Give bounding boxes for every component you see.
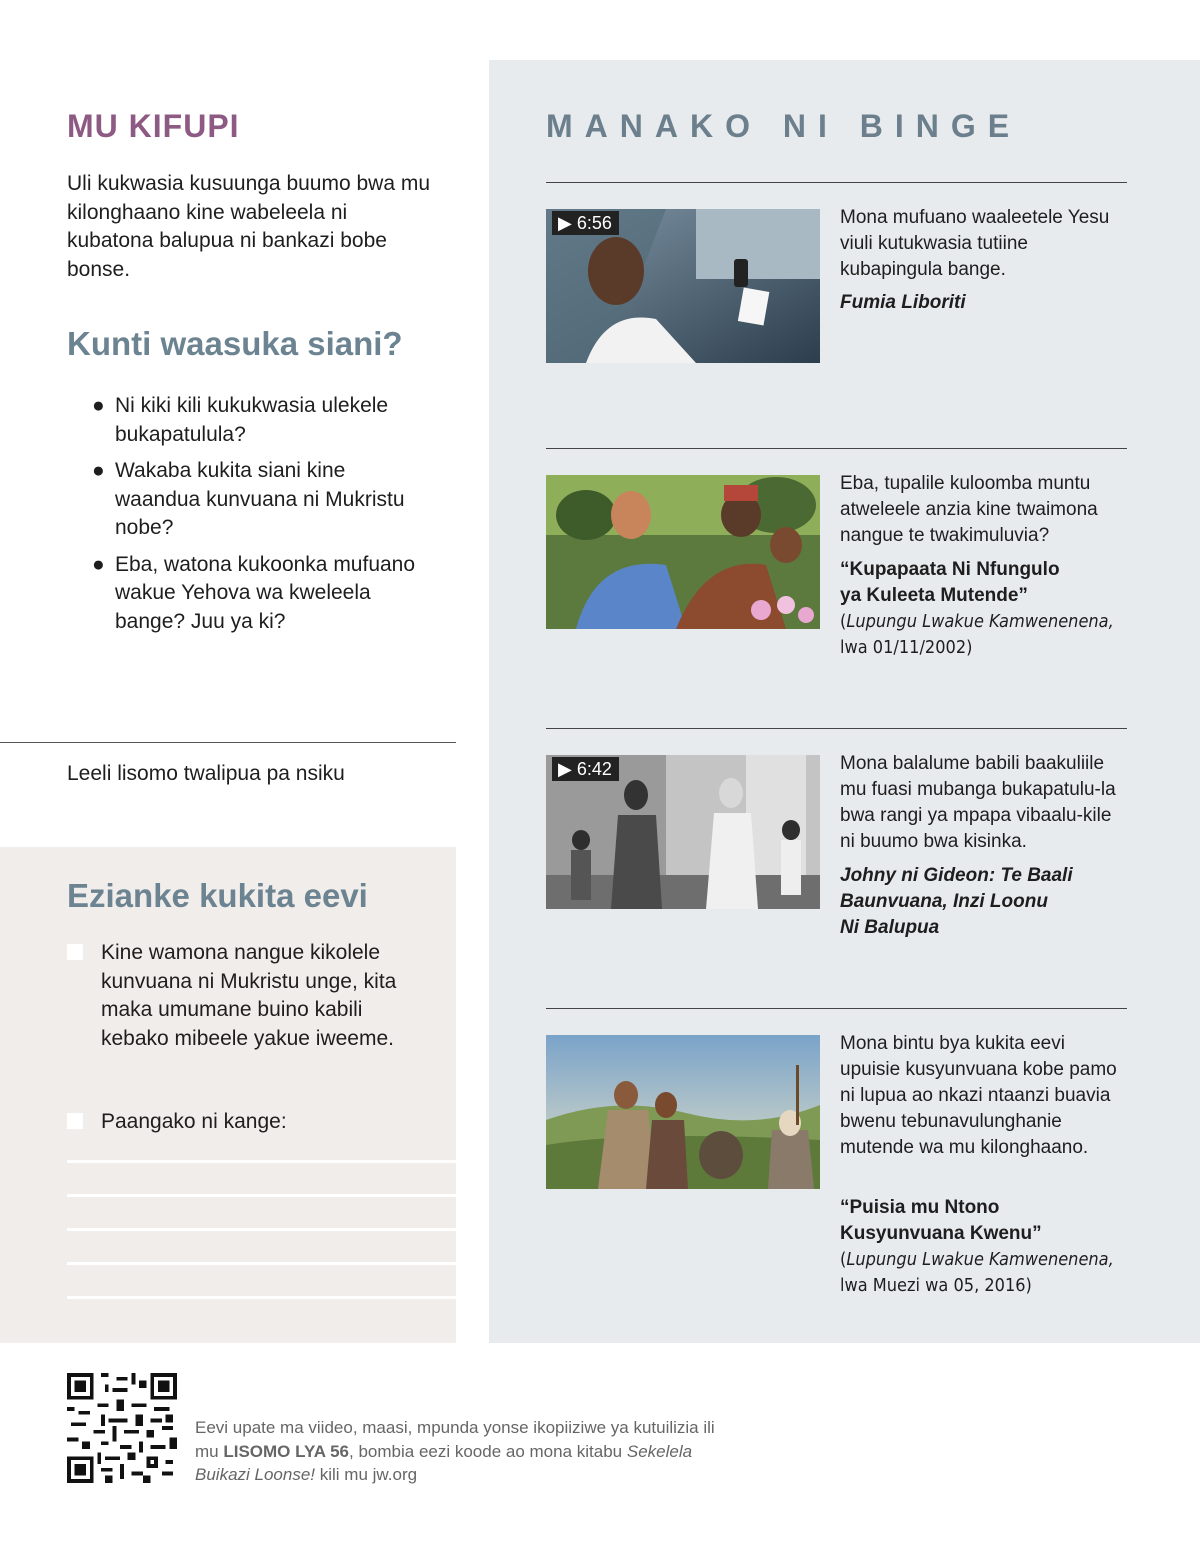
bullet-icon: ● [92,552,105,576]
checkbox[interactable] [67,944,83,960]
entry-source: (Lupungu Lwakue Kamwenenena, lwa 01/11/2002) [840,611,1114,658]
bullet-icon: ● [92,394,105,417]
entry-divider [546,448,1127,449]
summary-text: Uli kukwasia kusuunga buumo bwa mu kilonghaano kine wabeleela ni kubatona balupua ni bankazi bobe bonse. [67,172,431,281]
entry-source: (Lupungu Lwakue Kamwenenena, lwa Muezi wa 05, 2016) [840,1249,1114,1296]
writing-line[interactable] [67,1296,456,1299]
checkbox[interactable] [67,1113,83,1129]
bullet-icon: ● [92,459,105,482]
consider-heading: MANAKO NI BINGE [546,108,1022,144]
qr-code-icon [67,1373,177,1483]
entry-title-link[interactable]: Fumia Liboriti [840,292,966,313]
review-question: ● Ni kiki kili kukukwasia ulekele bukapatulula? [92,394,389,446]
article-thumbnail[interactable] [546,475,820,629]
video-thumbnail[interactable] [546,209,820,363]
friends-greeting-illustration [546,475,820,629]
writing-line[interactable] [67,1160,456,1163]
writing-line[interactable] [67,1194,456,1197]
checkbox-label: Kine wamona nangue kikolele kunvuana ni Mukristu unge, kita maka umumane buino kabili kebako mibeele yakue iweeme. [101,941,397,1050]
entry-divider [546,182,1127,183]
video-duration: ▶ 6:56 [552,211,619,235]
entry-description: Eba, tupalile kuloomba muntu atweleele anzia kine twaimona nangue te twakimuluvia? [840,473,1098,546]
try-this-box [0,847,456,1343]
footer-text: Eevi upate ma viideo, maasi, mpunda yonse ikopiiziwe ya kutuilizia ili mu LISOMO LYA 56, bombia eezi koode ao mona kitabu Sekelela Buikazi Loonse! kili mu jw.org [195,1418,715,1484]
checkbox-label: Paangako ni kange: [101,1110,287,1133]
entry-description: Mona balalume babili baakuliile mu fuasi mubanga bukapatulu-la bwa rangi ya mpapa vibaalu-kile ni buumo bwa kisinka. [840,753,1116,852]
memory-text: Leeli lisomo twalipua pa nsiku [67,762,345,785]
writing-line[interactable] [67,1262,456,1265]
review-question: ● Wakaba kukita siani kine waandua kunvuana ni Mukristu nobe? [92,459,405,539]
video-duration: ▶ 6:42 [552,757,619,781]
entry-divider [546,1008,1127,1009]
article-thumbnail[interactable] [546,1035,820,1189]
entry-title-link[interactable]: “Kupapaata Ni Nfungulo ya Kuleeta Mutende” [840,559,1060,606]
entry-divider [546,728,1127,729]
entry-description: Mona mufuano waaleetele Yesu viuli kutukwasia tutiine kubapingula bange. [840,207,1110,280]
entry-title-link[interactable]: “Puisia mu Ntono Kusyunvuana Kwenu” [840,1197,1042,1244]
entry-description: Mona bintu bya kukita eevi upuisie kusyunvuana kobe pamo ni lupua ao nkazi ntaanzi buavia bwenu tebunavulunghanie mutende wa mu kilonghaano. [840,1033,1117,1158]
section-divider [0,742,456,743]
review-heading: Kunti waasuka siani? [67,325,403,362]
summary-heading: MU KIFUPI [67,108,240,144]
entry-title-link[interactable]: Johny ni Gideon: Te Baali Baunvuana, Inzi Loonu Ni Balupua [840,865,1073,938]
review-questions-list [92,392,432,644]
video-thumbnail[interactable] [546,755,820,909]
try-heading: Ezianke kukita eevi [67,877,368,914]
qr-code[interactable] [67,1373,177,1483]
review-question: ● Eba, watona kukoonka mufuano wakue Yehova wa kweleela bange? Juu ya ki? [92,552,416,633]
ancient-men-landscape-illustration [546,1035,820,1189]
writing-line[interactable] [67,1228,456,1231]
